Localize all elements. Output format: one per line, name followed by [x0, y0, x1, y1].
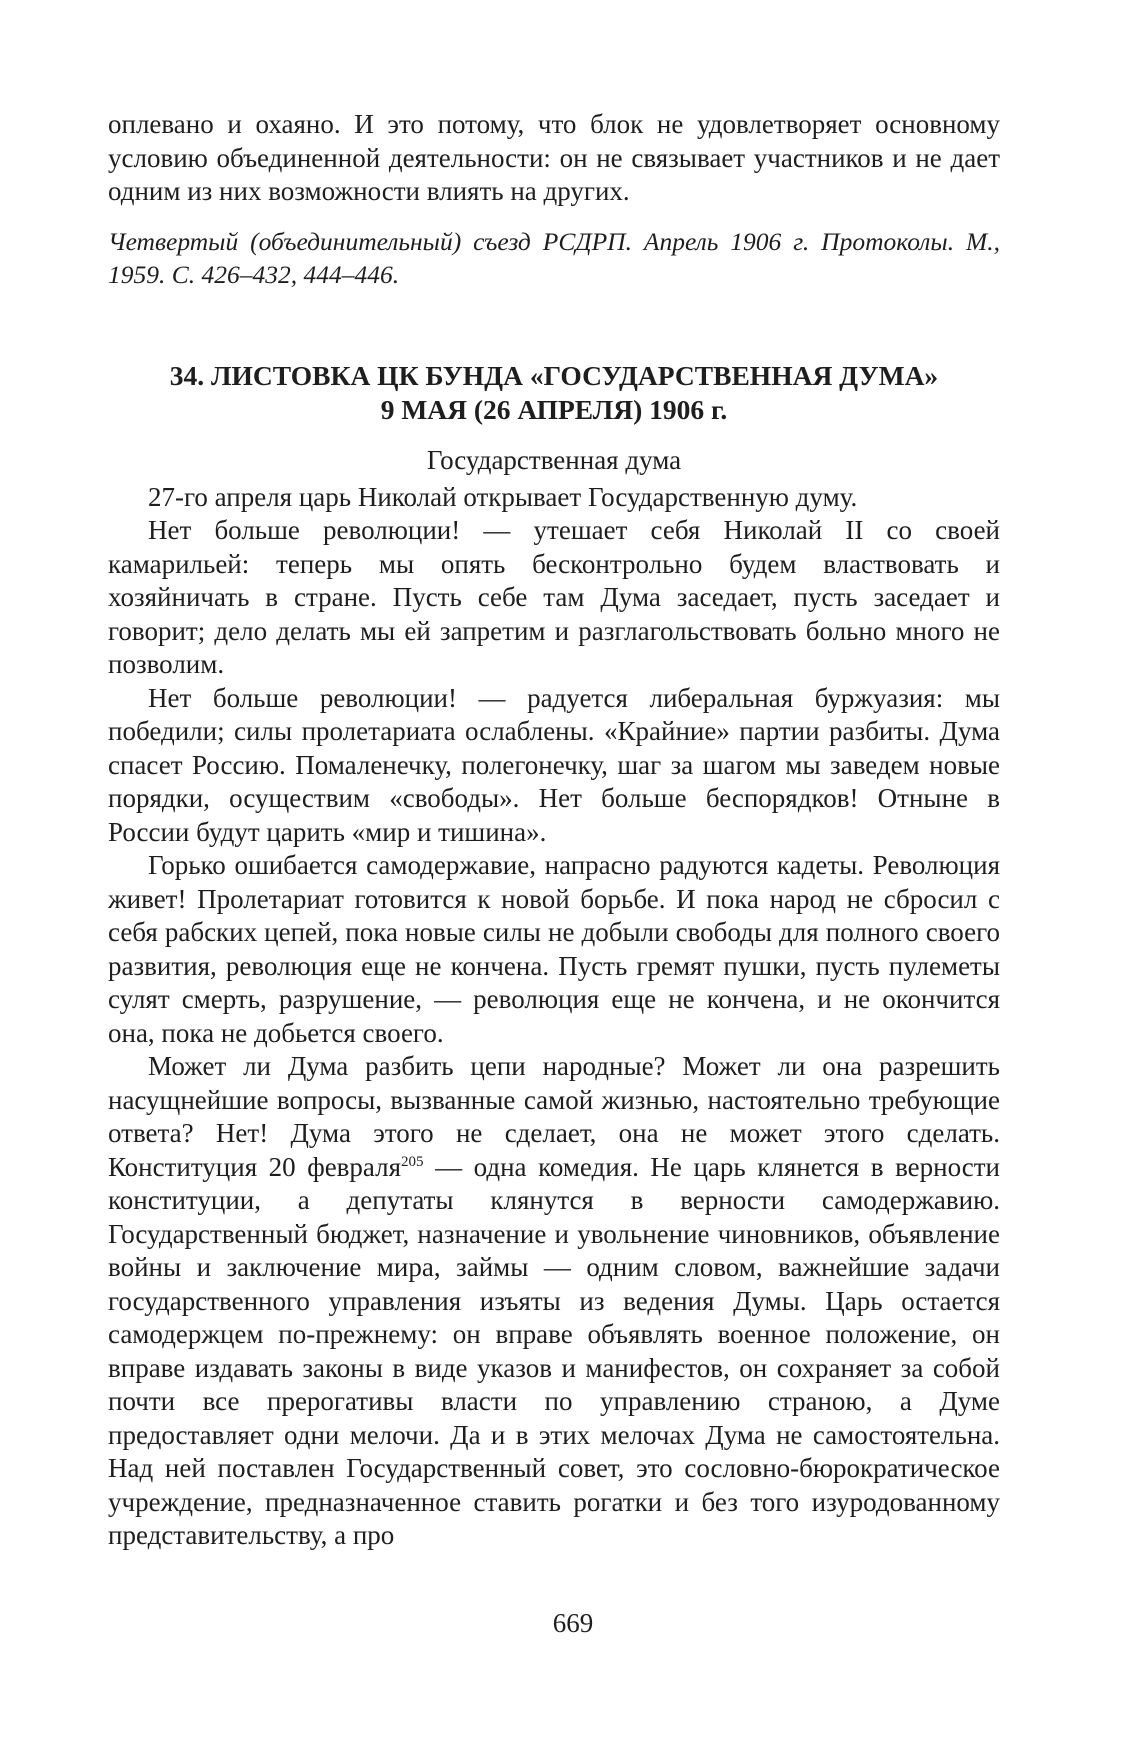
leaflet-title: Государственная дума: [426, 444, 682, 475]
page-body: [108, 108, 1000, 1553]
paragraph-2: Нет больше революции! — утешает себя Николай II со своей камарильей: теперь мы опять бесконтрольно будем властвовать и хозяйничать в стране. Пусть себе там Дума заседает, пусть заседает и говорит; дело делать мы ей запретим и разглагольствовать больно много не позволим.: [108, 515, 1000, 679]
paragraph-5: [108, 1050, 1000, 1553]
paragraph-5-start: Может ли Дума разбить цепи народные? Может ли она разрешить насущнейшие вопросы, вызванные самой жизнью, настоятельно требующие ответа? Нет! Дума этого не сделает, она не может этого сделать. Конституция 20 февраля: [108, 1051, 1000, 1182]
opening-paragraph: оплевано и охаяно. И это потому, что блок не удовлетворяет основному условию объединенной деятельности: он не связывает участников и не дает одним из них возможности влиять на других.: [108, 109, 1000, 206]
section-heading-line-2: 9 МАЯ (26 АПРЕЛЯ) 1906 г.: [380, 393, 728, 425]
section-heading-line-1: 34. ЛИСТОВКА ЦК БУНДА «ГОСУДАРСТВЕННАЯ ДУМА»: [169, 359, 939, 391]
source-citation: Четвертый (объединительный) съезд РСДРП. Апрель 1906 г. Протоколы. М., 1959. С. 426–432, 444–446.: [108, 226, 1000, 289]
paragraph-5-end: — одна комедия. Не царь клянется в верности конституции, а депутаты клянутся в верности самодержавию. Государственный бюджет, назначение и увольнение чиновников, объявление войны и заключение мира, займы — одним словом, важнейшие задачи государственного управления изъяты из ведения Думы. Царь остается самодержцем по-прежнему: он вправе объявлять военное положение, он вправе издавать законы в виде указов и манифестов, он сохраняет за собой почти все прерогативы власти по управлению страною, а Думе предоставляет одни мелочи. Да и в этих мелочах Дума не самостоятельна. Над ней поставлен Государственный совет, это сословно-бюрократическое учреждение, предназначенное ставить рогатки и без того изуродованному представительству, а про: [108, 1151, 1000, 1550]
section-heading: [108, 359, 1000, 427]
paragraph-1: 27-го апреля царь Николай открывает Государственную думу.: [148, 481, 858, 512]
paragraph-4: Горько ошибается самодержавие, напрасно радуются кадеты. Революция живет! Пролетариат готовится к новой борьбе. И пока народ не сбросил с себя рабских цепей, пока новые силы не добыли свободы для полного своего развития, революция еще не кончена. Пусть гремят пушки, пусть пулеметы сулят смерть, разрушение, — революция еще не кончена, и не окончится она, пока не добьется своего.: [108, 850, 1000, 1048]
paragraph-3: Нет больше революции! — радуется либеральная буржуазия: мы победили; силы пролетариата ослаблены. «Крайние» партии разбиты. Дума спасет Россию. Помаленечку, полегонечку, шаг за шагом мы заведем новые порядки, осуществим «свободы». Нет больше беспорядков! Отныне в России будут царить «мир и тишина».: [108, 682, 1000, 847]
footnote-marker[interactable]: 205: [401, 1153, 424, 1170]
page-number: 669: [552, 1608, 594, 1638]
